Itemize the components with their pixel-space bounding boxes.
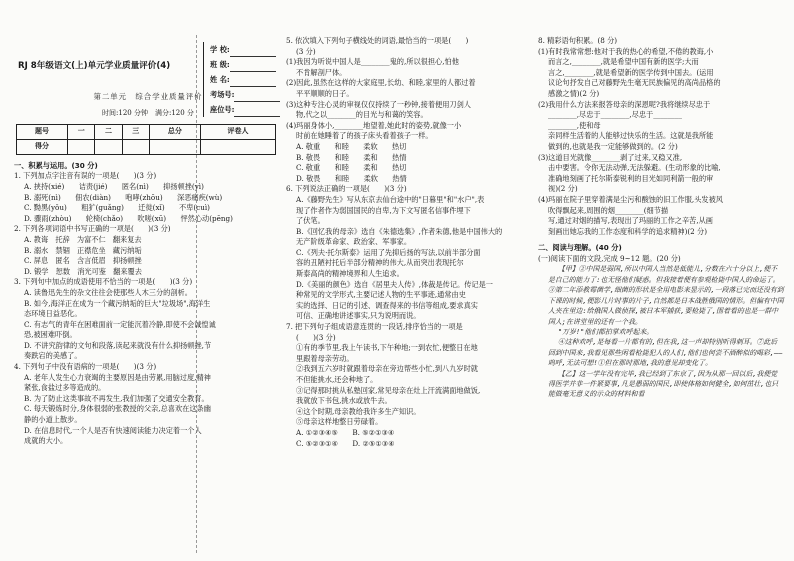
col1-line: D. 在信息时代,一个人是否有快速阅读能力决定着一个人 [24, 425, 202, 435]
col1-line: B. 为了防止这类事故不再发生,我们加强了交通安全教育。 [24, 393, 209, 403]
col2-line: 可信、正确地讲述事实,只为说明而说。 [296, 311, 421, 321]
col3-line: (一)阅读下面的文段,完成 9~12 题。(20 分) [538, 253, 681, 263]
col2-line: (1)我因为听说中国人是________鬼的,所以很担心,怕他 [286, 57, 459, 67]
col2-line: 平平顺顺的日子。 [296, 88, 354, 98]
col2-line: C. 敬重 和睦 柔和 热切 [296, 163, 407, 173]
score-header: 一 [68, 124, 95, 139]
col2-line: ①有的季节里,我上午读书,下午种地;一到农忙,便整日在地 [296, 343, 478, 353]
col2-line: (3 分) [296, 46, 316, 56]
score-header: 评卷人 [200, 124, 275, 139]
col1-line: A. 读鲁迅先生的杂文往往会使那些人木三分的剖析。 [24, 287, 192, 297]
score-cell[interactable] [95, 139, 122, 154]
col2-line: 里跟着母亲劳动。 [296, 353, 354, 363]
info-name[interactable]: 姓 名: [210, 72, 290, 87]
info-school[interactable]: 学 校: [210, 42, 290, 57]
col1-line: 静的小道上散步。 [24, 415, 82, 425]
col1-line: 成就的大小。 [24, 436, 68, 446]
col2-line: 5. 依次填入下列句子横线处的词语,最恰当的一项是( ) [286, 36, 469, 45]
col2-line: 不但能挑水,还会种地了。 [296, 375, 378, 384]
col2-line: (4)玛丽身体小,________地望着,她此时的姿势,就像一小 [286, 120, 462, 130]
score-cell[interactable] [200, 139, 275, 154]
score-label: 得分 [17, 139, 68, 154]
info-exam-room[interactable]: 考场号: [210, 87, 290, 102]
score-table [16, 124, 276, 155]
column-1 [14, 0, 282, 447]
score-header: 三 [122, 124, 149, 139]
col3-line: (2)我用什么方法来报答母亲的深恩呢?我将继续尽忠于 [538, 99, 711, 109]
reading-passage [538, 264, 784, 399]
col2-line: B.《回忆我的母亲》选自《朱德选集》,作者朱德,他是中国伟大的 [296, 226, 503, 236]
col2-line: ②我到五六岁时就跟着母亲在旁边帮些小忙,到八九岁时就 [296, 364, 478, 374]
passage-line: ④这种欢呼,是每看一片都有的,但在我,这一声却特别听得刺耳。⑦此后回到中国来,我看见那些闲看枪毙犯人的人们,他们也何尝不酒醉似的喝彩,——呜呼,无法可想!①但在那时那地,我的意见却变化了。 [548, 338, 783, 368]
col2-line: A. 敬重 和睦 柔软 热切 [296, 141, 407, 151]
col3-line: 二、阅读与理解。(40 分) [538, 243, 622, 253]
col2-line: 6. 下列说法正确的一项是( )(3 分) [286, 184, 407, 194]
col1-line: D. 不讲究韵律的文句和段落,读起来就没有什么抑扬顿挫,节 [24, 340, 212, 350]
col3-line: 写,通过对烟的描写,表现出了玛丽的工作之辛苦,从画 [548, 216, 713, 226]
col3-line: ________,使和母 [548, 120, 601, 130]
col3-line: 感激之情)(2 分) [548, 88, 600, 98]
col1-line: 3. 下列句中加点的成语使用不恰当的一项是( )(3 分) [14, 277, 193, 287]
col2-line: 实的选择、日记的引述、调查得来的书信等组成,要求真实 [296, 300, 478, 310]
col1-line: C. 屏息 匿名 含言低眉 抑扬顿挫 [24, 256, 142, 266]
col2-line: 斯泰高尚的精神境界和人生追求。 [296, 269, 404, 279]
col2-line: 现了作者作为弱国国民的自卑,为下文写匿名信事件埋下 [296, 205, 471, 215]
col2-line: ④这个时期,母亲教给我许多生产知识。 [296, 406, 421, 416]
col2-line: A. ①②③④⑤ B. ⑤②①③④ [296, 427, 395, 437]
col2-line: (3)这种专注心灵的审视仅仅持续了一秒钟,接着便用刀剑人 [286, 99, 471, 109]
exam-title: RJ 8年级语文(上)单元学业质量评价(4) [18, 61, 171, 71]
col3-line: 做到的,也就是我一定能够做到的。(2 分) [548, 141, 678, 151]
score-header: 题号 [17, 124, 68, 139]
score-header: 二 [95, 124, 122, 139]
col1-line: A. 挟持(xié) 诘责(jié) 匿名(nì) 抑扬顿挫(yì) [24, 181, 204, 191]
column-3-body [538, 36, 784, 264]
col1-line: B. 如今,海洋正在成为一个藏污纳垢的巨大"垃圾场",海洋生 [24, 298, 211, 308]
col1-line: 紧张,食盐过多等造成的。 [24, 383, 106, 393]
col3-line: ________,尽忠于________,尽忠于________ [548, 110, 682, 120]
col1-line: 恐,被困难吓倒。 [24, 330, 77, 340]
col1-line: 奏跌宕的美感了。 [24, 351, 82, 361]
col2-line: C.《列夫·托尔斯泰》运用了先抑后扬的写法,以前半部分面 [296, 247, 481, 257]
col1-line: 1. 下列加点字注音有误的一项是( )(3 分) [14, 171, 157, 181]
col1-line: A. 教诲 托辞 为富不仁 翻来复去 [24, 234, 142, 244]
col2-line: C. ⑤②③①④ D. ②⑤①③④ [296, 438, 395, 448]
col3-line: 刻画出她忘我的工作态度和科学的追求精神)(2 分) [548, 226, 708, 236]
col1-line: D. 锻学 恕数 消光可鉴 翻来覆去 [24, 266, 142, 276]
col3-line: (4)玛丽在院子里穿着满是尘污和酸蚀的旧工作服,头发被风 [538, 194, 723, 204]
col3-line: 亲同样生活着的人能够过快乐的生活。这就是我所能 [548, 131, 714, 141]
col1-line: D. 骤雨(zhòu) 轮椅(chǎo) 吹嗟(xū) 怦然心动(pēng) [24, 213, 233, 223]
col2-line: 物,代之以________的目光与和蔼的笑容。 [296, 110, 428, 120]
column-1-body [14, 161, 282, 447]
col2-line: A.《藤野先生》写从东京去仙台途中的"日暮里"和"水户",表 [296, 194, 485, 204]
score-cell[interactable] [68, 139, 95, 154]
col1-line: A. 老年人发生心力衰竭的主要原因是由劳累,用脑过度,精神 [24, 372, 211, 382]
col3-line: 准确地刻画了托尔斯泰锐利的目光如同利箭一般的审 [548, 173, 714, 183]
col2-line: B. 敬畏 和睦 柔和 热情 [296, 152, 407, 162]
col2-line: ③记得那时挑从私塾回家,常见母亲在灶上汗流满面地做饭, [296, 385, 481, 395]
col3-line: 视)(2 分) [548, 184, 578, 194]
col3-line: (3)这道目光就像________剥了过来,又稳又准, [538, 152, 683, 162]
col2-line: D.《美丽的颜色》选自《居里夫人传》,体裁是传记。传记是一 [296, 279, 493, 289]
column-2 [286, 36, 532, 449]
col2-line: 不肯解剖尸体。 [296, 67, 347, 77]
col1-line: 态环境日益恶化。 [24, 309, 82, 319]
column-3 [538, 36, 784, 400]
passage-line: 【甲】②中国是弱国,所以中国人当然是低能儿,分数在六十分以上,便不是自己的能力了:也无怪他们疑惑。但我接着便有参观枪毙中国人的命运了。③第二年添教霉菌学,细菌的形状是全用电影来显示的,一段落已完而还没有到下课的时候,便影几片时事的片子,自然都是日本战胜俄国的情形。但偏有中国人夹在里边:给俄国人做侦探,被日本军捕获,要枪毙了,围着看的也是一群中国人;在讲堂里的还有一个我。 [548, 265, 784, 326]
col3-line: 议论句抒发自己对藤野先生毫无民族偏见的高尚品格的 [548, 78, 721, 88]
col1-line: C. 每天锻炼时分,身体很弱的张教授的父亲,总喜欢在这条幽 [24, 404, 211, 414]
col1-line: 一、积累与运用。(30 分) [14, 160, 98, 170]
col2-line: 无产阶级革命家、政治家、军事家。 [296, 237, 412, 247]
col3-line: 而言之,________,就是希望中国有新的医学;大而 [548, 57, 699, 67]
col1-line: C. 有志气的青年在困难面前一定能沉着冷静,即使不会诚惶诚 [24, 319, 216, 329]
passage-line: 【乙】这一学年没有完毕,我已经到了东京了,因为从那一回以后,我便觉得医学并非一件紧要事,凡是愚弱的国民,即使体格如何健全,如何茁壮,也只能做毫无意义的示众的材料和看 [548, 369, 779, 399]
col2-line: 我就放下书包,挑水或放牛去。 [296, 396, 392, 406]
col2-line: ⑤母亲这样地整日劳碌着。 [296, 417, 383, 427]
col2-line: D. 敬畏 和睦 柔软 热情 [296, 173, 407, 183]
col3-line: 击中要害。令你无法动弹,无法躲避。(生动形象的比喻, [548, 163, 721, 173]
col2-line: 种常见的文学形式,主要记述人物的生平事迹,通常由史 [296, 290, 466, 300]
col2-line: 时前在她睡着了的孩子床头看着孩子一样。 [296, 131, 433, 141]
col1-line: C. 黝黑(yǒu) 粗犷(guǎng) 迁徙(xǐ) 不卑(cuì) [24, 203, 210, 213]
col1-line: 4. 下列句子中没有语病的一项是( )(3 分) [14, 362, 157, 372]
exam-unit: 第二单元 综合学业质量评价 [93, 91, 203, 101]
col2-line: (2)因此,虽然在这样的大家庭里,长幼、和睦,家里的人都过着 [286, 78, 476, 88]
score-cell[interactable] [122, 139, 149, 154]
col1-line: 2. 下列各项词语中书写正确的一项是( )(3 分) [14, 224, 171, 234]
col1-line: B. 溺死(nì) 佃农(diàn) 咆哮(zhōu) 深恶痛疾(wù) [24, 192, 223, 202]
col2-line: 7. 把下列句子组成语意连贯的一段话,排序恰当的一项是 [286, 322, 463, 332]
exam-time: 时间:120 分钟 满分:120 分 [102, 109, 194, 118]
col2-line: ( )(3 分) [296, 332, 336, 342]
info-seat[interactable]: 座位号: [210, 102, 290, 117]
col2-line: 容的丑陋衬托后半部分精神的伟大,从而突出表现托尔 [296, 258, 464, 268]
col3-line: 8. 精彩语句积累。(8 分) [538, 36, 618, 45]
col1-line: B. 溺水 禁锢 正襟危坐 藏污纳垢 [24, 245, 142, 255]
score-cell[interactable] [149, 139, 200, 154]
col2-line: 了伏笔。 [296, 216, 325, 226]
score-header: 总分 [149, 124, 200, 139]
info-class[interactable]: 班 级: [210, 57, 290, 72]
col3-line: (1)有时我常常想:他对于我的热心的希望,不倦的教诲,小 [538, 46, 714, 56]
col3-line: 言之,________,就是希望新的医学传到中国去。(运用 [548, 67, 714, 77]
passage-line: "万岁!"他们都拍掌欢呼起来。 [558, 327, 654, 336]
col3-line: 吹得飘起来,周围的烟________(细节描 [548, 205, 669, 215]
